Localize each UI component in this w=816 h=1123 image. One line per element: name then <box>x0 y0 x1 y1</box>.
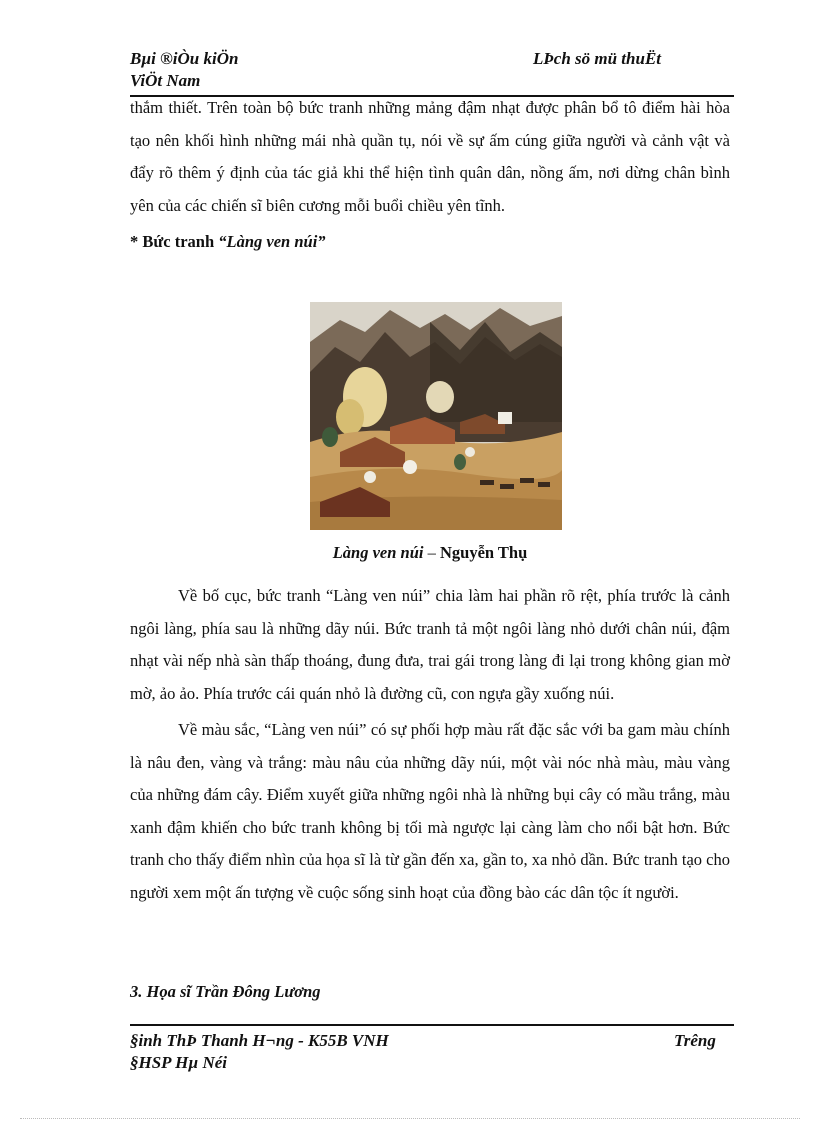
header-left <box>130 48 238 92</box>
header-right: LÞch sö mü thuËt <box>533 49 662 68</box>
top-text-block <box>130 92 730 259</box>
footer-left-line2: §HSP Hµ Néi <box>130 1053 227 1072</box>
paragraph-layout: Về bố cục, bức tranh “Làng ven núi” chia làm hai phần rõ rệt, phía trước là cảnh ngôi làng, phía sau là những dãy núi. Bức tranh tả một ngôi làng nhỏ dưới chân núi, đậm nhạt vài nếp nhà sàn thấp thoáng, đung đưa, trai gái trong làng đi lại trong không gian mờ mờ, ảo ảo. Phía trước cái quán nhỏ là đường cũ, con ngựa gầy xuống núi. <box>130 586 730 703</box>
section-heading-prefix: * Bức tranh <box>130 232 219 251</box>
caption-author: Nguyễn Thụ <box>440 543 528 562</box>
page-edge-divider <box>20 1118 800 1119</box>
caption-separator: – <box>423 543 440 562</box>
footer-left-line1: §inh ThÞ Thanh H¬ng - K55B VNH <box>130 1031 389 1050</box>
section-heading <box>130 226 730 259</box>
caption-title: Làng ven núi <box>332 543 424 562</box>
header-left-line2: ViÖt Nam <box>130 71 201 90</box>
header-left-line1: Bµi ®iÒu kiÖn <box>130 49 239 68</box>
painting-image <box>310 302 562 530</box>
top-paragraph: thắm thiết. Trên toàn bộ bức tranh những mảng đậm nhạt được phân bổ tô điểm hài hòa tạo nên khối hình những mái nhà quần tụ, nói về sự ấm cúng giữa người và cảnh vật và đẩy rõ thêm ý định của tác giả khi thể hiện tình quân dân, nồng ấm, nơi dừng chân bình yên của các chiến sĩ biên cương mỗi buổi chiều yên tĩnh. <box>130 98 730 215</box>
paragraph-color: Về màu sắc, “Làng ven núi” có sự phối hợp màu rất đặc sắc với ba gam màu chính là nâu đen, vàng và trắng: màu nâu của những dãy núi, một vài nóc nhà màu, màu vàng của những đám cây. Điểm xuyết giữa những ngôi nhà là những bụi cây có mầu trắng, màu xanh đậm khiến cho bức tranh không bị tối mà ngược lại càng làm cho nổi bật hơn. Bức tranh cho thấy điểm nhìn của họa sĩ là từ gần đến xa, gần to, xa nhỏ dần. Bức tranh tạo cho người xem một ấn tượng về cuộc sống sinh hoạt của đồng bào các dân tộc ít người. <box>130 720 730 902</box>
painting-caption <box>130 543 730 563</box>
section-heading-title: “Làng ven núi” <box>218 232 326 251</box>
footer-rule <box>130 1024 734 1026</box>
page-header <box>130 48 734 96</box>
footer-right: Trêng <box>674 1031 716 1050</box>
heading-section-3: 3. Họa sĩ Trần Đông Lương <box>130 982 321 1001</box>
page-footer <box>130 1030 730 1074</box>
main-text-block <box>130 580 730 909</box>
